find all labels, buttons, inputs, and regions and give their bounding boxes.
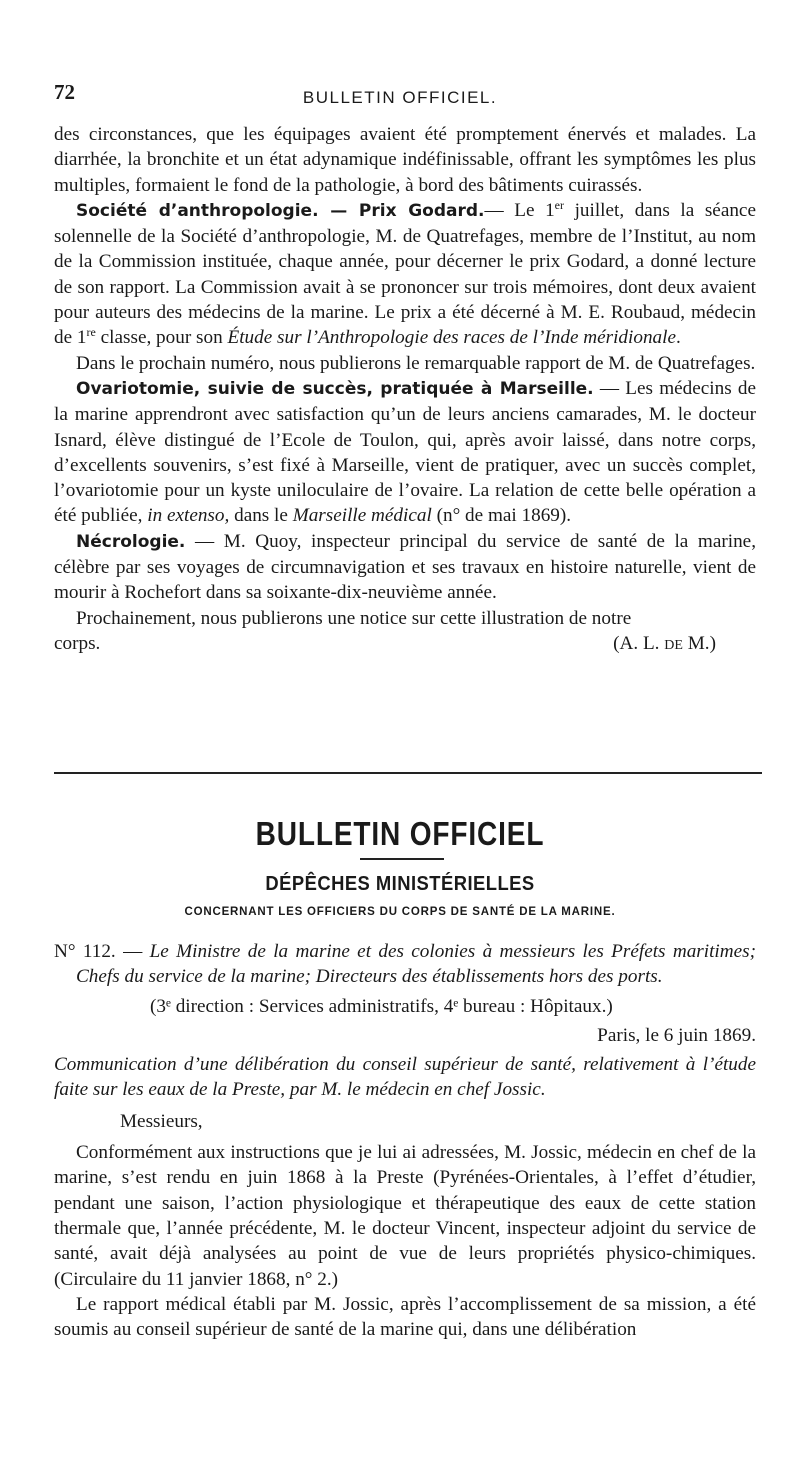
text-segment: classe, pour son	[95, 327, 228, 349]
paragraph-end-word: corps.	[54, 632, 101, 654]
dispatch-body-paragraph-2: Le rapport médical établi par M. Jossic, après l’accomplissement de sa mission, a été soumis au conseil supérieur de santé de la marine qui, dans une délibération	[54, 1293, 756, 1341]
paragraph-ovariotomie	[54, 376, 756, 529]
signature-line	[54, 631, 756, 658]
superscript: re	[86, 325, 96, 340]
dispatch-number: N° 112. —	[54, 941, 150, 962]
heading-necrologie: Nécrologie.	[76, 531, 186, 552]
signature	[613, 631, 716, 658]
title-rule	[360, 858, 444, 860]
section-title: BULLETIN OFFICIEL	[255, 815, 545, 852]
dispatch-subject-text: Communication d’une délibération du conseil supérieur de santé, relativement à l’étude faite sur les eaux de la Preste, par M. le médecin en chef Jossic.	[54, 1054, 756, 1101]
running-head: BULLETIN OFFICIEL.	[302, 88, 498, 107]
superscript: er	[554, 197, 564, 212]
dispatch-column	[54, 939, 756, 1342]
paragraph-societe-anthropologie	[54, 198, 756, 351]
italic-title: Étude sur l’Anthropologie des races de l’Inde méridionale	[227, 327, 676, 349]
text-segment: dans le	[229, 505, 293, 527]
dispatch-body-paragraph-1: Conformément aux instructions que je lui ai adressées, M. Jossic, médecin en chef de la marine, s’est rendu en juin 1868 à la Preste (Pyrénées-Orientales, à l’effet d’étudier, pendant une saison, l’action physiologique et thérapeutique des eaux de cette station thermale que, l’année précédente, M. le docteur Vincent, inspecteur adjoint du service de santé, avait déjà analysées au point de vue de leurs propriétés physico-chimiques. (Circulaire du 11 janvier 1868, n° 2.)	[54, 1142, 756, 1290]
signature-initial-m: M.)	[682, 632, 716, 654]
page-number: 72	[54, 80, 75, 104]
paragraph-prochain-numero: Dans le prochain numéro, nous publierons le remarquable rapport de M. de Quatrefages.	[76, 352, 756, 374]
heading-societe-anthropologie: Société d’anthropologie. — Prix Godard.	[76, 200, 485, 221]
dispatch-subject	[54, 1052, 756, 1103]
italic-in-extenso: in extenso,	[147, 505, 230, 527]
dispatch-header	[54, 939, 756, 990]
dispatch-date: Paris, le 6 juin 1869.	[597, 1024, 756, 1046]
upper-text-column	[54, 122, 756, 658]
paragraph-intro: des circonstances, que les équipages avaient été promptement énervés et malades. La diarrhée, la bronchite et un état adynamique indéfinissable, offrant les symptômes les plus multiples, formaient le fond de la pathologie, à bord des bâtiments cuirassés.	[54, 124, 756, 196]
section-subtitle-small: CONCERNANT LES OFFICIERS DU CORPS DE SANTÉ DE LA MARINE.	[184, 906, 616, 918]
text-segment: juillet, dans la séance solennelle de la Société d’anthropologie, M. de Quatrefages, membre de l’Institut, au nom de la Commission instituée, chaque année, pour décerner le prix Godard, a donné lecture de son rapport. La Commission avait à se prononcer sur trois mémoires, dont deux avaient pour auteurs des médecins de la marine. Le prix a été décerné à M. E. Roubaud, médecin de 1	[54, 199, 756, 349]
text-segment: (n° de mai 1869).	[431, 505, 572, 527]
heading-ovariotomie: Ovariotomie, suivie de succès, pratiquée à Marseille.	[76, 378, 594, 399]
paragraph-prochainement: Prochainement, nous publierons une notice sur cette illustration de notre	[76, 607, 632, 629]
paragraph-necrologie	[54, 529, 756, 606]
text-segment: — Le 1	[484, 199, 555, 221]
text-segment: .	[675, 327, 681, 349]
dispatch-address: Le Ministre de la marine et des colonies à messieurs les Préfets maritimes; Chefs du service de la marine; Directeurs des établissements hors des ports.	[76, 941, 756, 988]
text-segment: — Les médecins de la marine apprendront avec satisfaction qu’un de leurs anciens camarades, M. le docteur Isnard, élève distingué de l’Ecole de Toulon, qui, après avoir laissé, dans notre corps, d’excellents souvenirs, s’est fixé à Marseille, vient de pratiquer, avec un succès complet, l’ovariotomie pour un kyste uniloculaire de l’ovaire. La relation de cette belle opération a été publiée,	[54, 377, 756, 527]
italic-marseille-medical: Marseille médical	[292, 505, 432, 527]
dispatch-salutation: Messieurs,	[120, 1110, 203, 1132]
dispatch-direction: (3ᵉ direction : Services administratifs, 4ᵉ bureau : Hôpitaux.)	[150, 995, 613, 1017]
signature-initials: (A. L.	[613, 632, 665, 654]
section-separator	[54, 772, 762, 774]
section-subtitle: DÉPÊCHES MINISTÉRIELLES	[265, 873, 535, 895]
signature-particle: DE	[664, 637, 683, 653]
text-segment: — M. Quoy, inspecteur principal du service de santé de la marine, célèbre par ses voyages de circumnavigation et ses travaux en histoire naturelle, vient de mourir à Rochefort dans sa soixante-dix-neuvième année.	[54, 530, 756, 604]
